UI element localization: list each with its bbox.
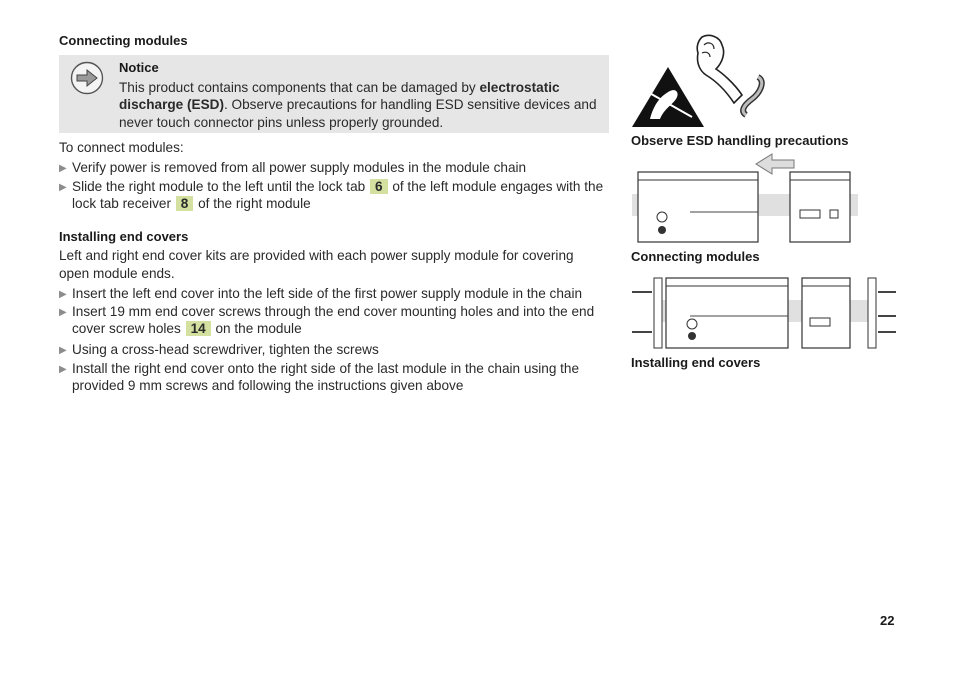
esd-caption: Observe ESD handling precautions <box>631 133 849 148</box>
reference-badge: 6 <box>370 179 388 194</box>
triangle-bullet-icon: ▶ <box>59 345 67 356</box>
triangle-bullet-icon: ▶ <box>59 289 67 300</box>
section-title: Connecting modules <box>59 33 188 48</box>
list-item: ▶ Using a cross-head screwdriver, tighten the screws <box>59 341 615 358</box>
connect-intro: To connect modules: <box>59 140 184 155</box>
list-item: ▶ Insert the left end cover into the left side of the first power supply module in the chain <box>59 285 615 302</box>
reference-badge: 14 <box>186 321 211 336</box>
triangle-bullet-icon: ▶ <box>59 163 67 174</box>
list-item: ▶ Verify power is removed from all power supply modules in the module chain <box>59 159 615 176</box>
notice-title: Notice <box>119 60 159 75</box>
esd-emphasis: electrostatic discharge (ESD) <box>119 80 560 113</box>
connect-caption: Connecting modules <box>631 249 760 264</box>
list-item: ▶ Insert 19 mm end cover screws through the end cover mounting holes and into the end cover screw holes 14 on the module <box>59 304 595 337</box>
reference-badge: 8 <box>176 196 194 211</box>
triangle-bullet-icon: ▶ <box>59 364 67 375</box>
notice-text: This product contains components that can be damaged by electrostatic discharge (ESD). Observe precautions for handling ESD sensitive devices and never touch connector pins unless properly grounded. <box>119 80 597 130</box>
arrow-right-circle-icon <box>70 61 104 95</box>
endcover-caption: Installing end covers <box>631 355 761 370</box>
triangle-bullet-icon: ▶ <box>59 182 67 193</box>
end-covers-title: Installing end covers <box>59 229 189 244</box>
list-item: ▶ Install the right end cover onto the right side of the last module in the chain using the provided 9 mm screws and following the instructions given above <box>59 361 580 394</box>
triangle-bullet-icon: ▶ <box>59 307 67 318</box>
list-item: ▶ Slide the right module to the left until the lock tab 6 of the left module engages with the lock tab receiver 8 of the right module <box>59 179 604 212</box>
connecting-modules-illustration <box>630 150 860 246</box>
page-number: 22 <box>880 613 895 628</box>
esd-warning-illustration <box>630 33 770 129</box>
end-covers-intro: Left and right end cover kits are provided with each power supply module for covering open module ends. <box>59 248 574 281</box>
end-covers-illustration <box>630 272 898 354</box>
